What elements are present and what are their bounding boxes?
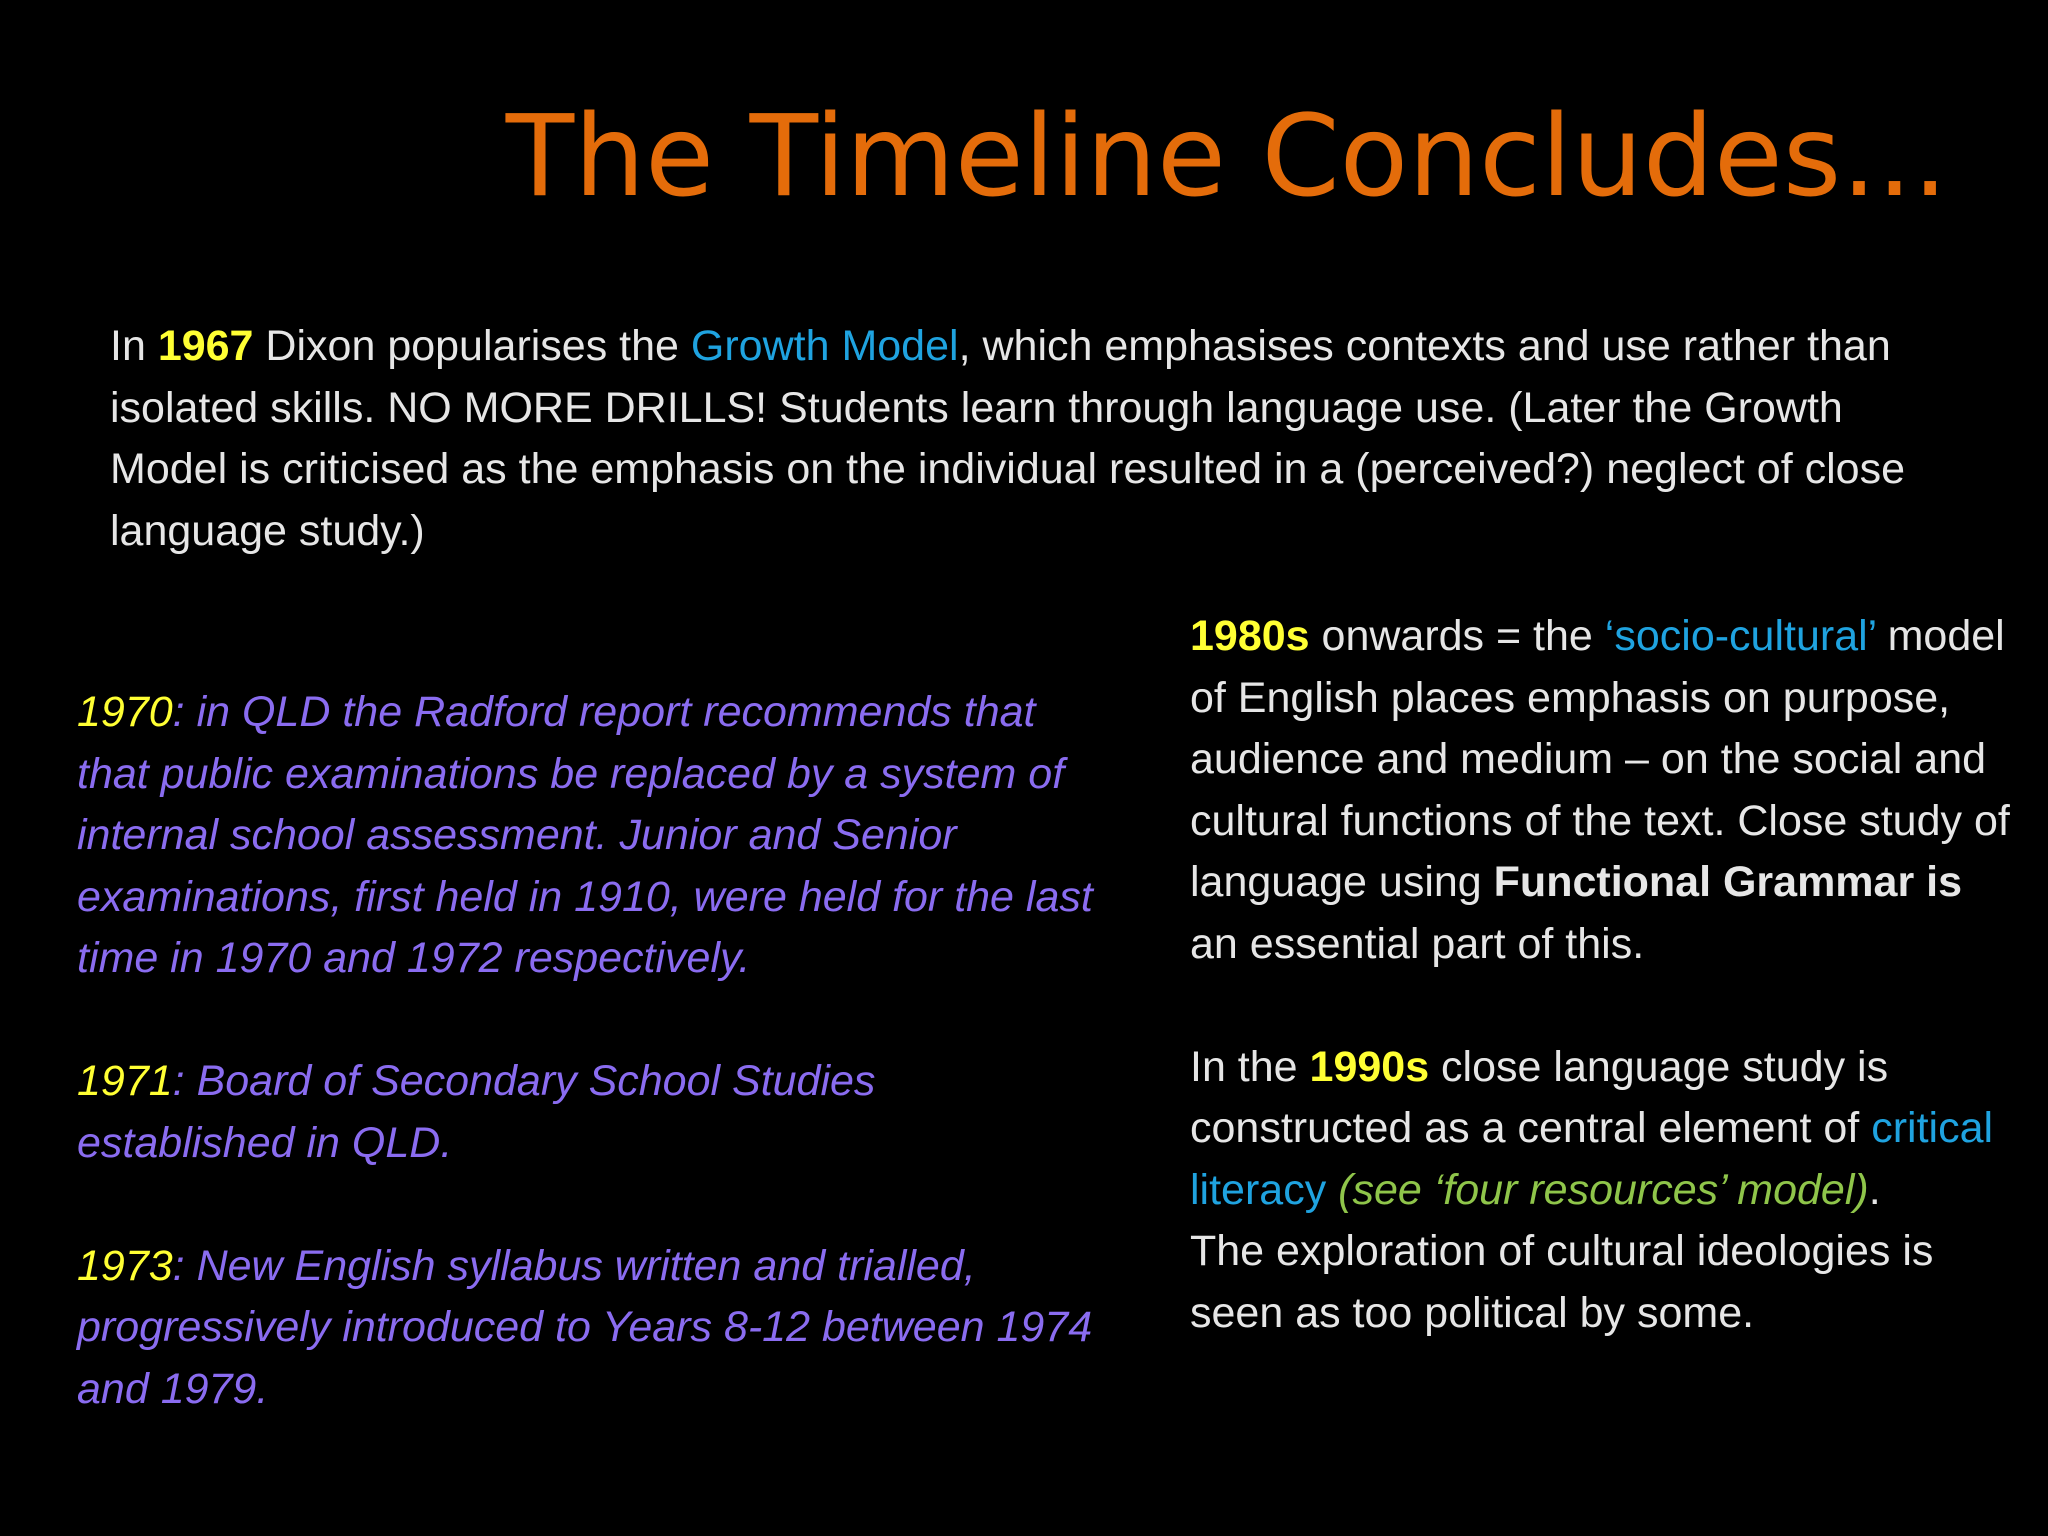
entry-text: : in QLD the Radford report recommends that that public examinations be replaced by a system of internal school assessment. Junior and Senior examinations, first held in 1910, were held for the last time in 1970 and 1972 respectively.	[77, 688, 1093, 982]
slide-title: The Timeline Concludes...	[505, 92, 1948, 222]
functional-grammar-term: Functional Grammar is	[1493, 858, 1962, 906]
entry-text: : Board of Secondary School Studies established in QLD.	[77, 1057, 876, 1167]
year-1980s: 1980s	[1190, 612, 1310, 660]
p1-text-3: an essential part of this.	[1190, 919, 1645, 968]
intro-text-1: Dixon popularises the	[253, 322, 691, 370]
p2-text-1: In the	[1190, 1042, 1310, 1091]
socio-cultural-term: ‘socio-cultural’	[1604, 612, 1876, 660]
intro-text-2: , which emphasises contexts and use rather than isolated skills. NO MORE DRILLS! Students learn through language use. (Later the Growth Model is criticised as the emphasis on the individual resulted in a (perceived?) neglect of close language study.)	[110, 322, 1905, 555]
year-1990s: 1990s	[1309, 1042, 1430, 1091]
critical-literacy-paragraph	[1190, 1037, 2010, 1222]
p2-period: .	[1868, 1165, 1881, 1214]
p1-text-2: model of English places emphasis on purpose, audience and medium – on the social and cultural functions of the text. Close study of language using	[1190, 612, 2010, 906]
p1-text-1: onwards = the	[1309, 612, 1605, 660]
entry-year: 1973	[77, 1241, 173, 1290]
intro-year: 1967	[157, 322, 254, 370]
four-resources-note: (see ‘four resources’ model)	[1326, 1165, 1869, 1214]
entry-year: 1971	[77, 1057, 173, 1105]
critical-literacy-term: critical literacy	[1190, 1104, 1994, 1214]
socio-cultural-paragraph	[1190, 606, 2010, 975]
p2-text-2: close language study is constructed as a central element of	[1190, 1042, 1889, 1152]
entry-year: 1970	[77, 688, 173, 736]
cultural-ideologies-paragraph: The exploration of cultural ideologies is seen as too political by some.	[1190, 1227, 1934, 1337]
intro-in: In	[110, 322, 158, 370]
growth-model-term: Growth Model	[690, 322, 959, 370]
entry-text: : New English syllabus written and trialled, progressively introduced to Years 8-12 between 1974 and 1979.	[77, 1241, 1093, 1413]
intro-paragraph	[110, 316, 1970, 562]
left-timeline-column	[77, 682, 1097, 1482]
timeline-entry-1971	[77, 1051, 1097, 1174]
right-column	[1190, 606, 2010, 1344]
timeline-entry-1970	[77, 682, 1097, 990]
timeline-entry-1973	[77, 1236, 1097, 1421]
